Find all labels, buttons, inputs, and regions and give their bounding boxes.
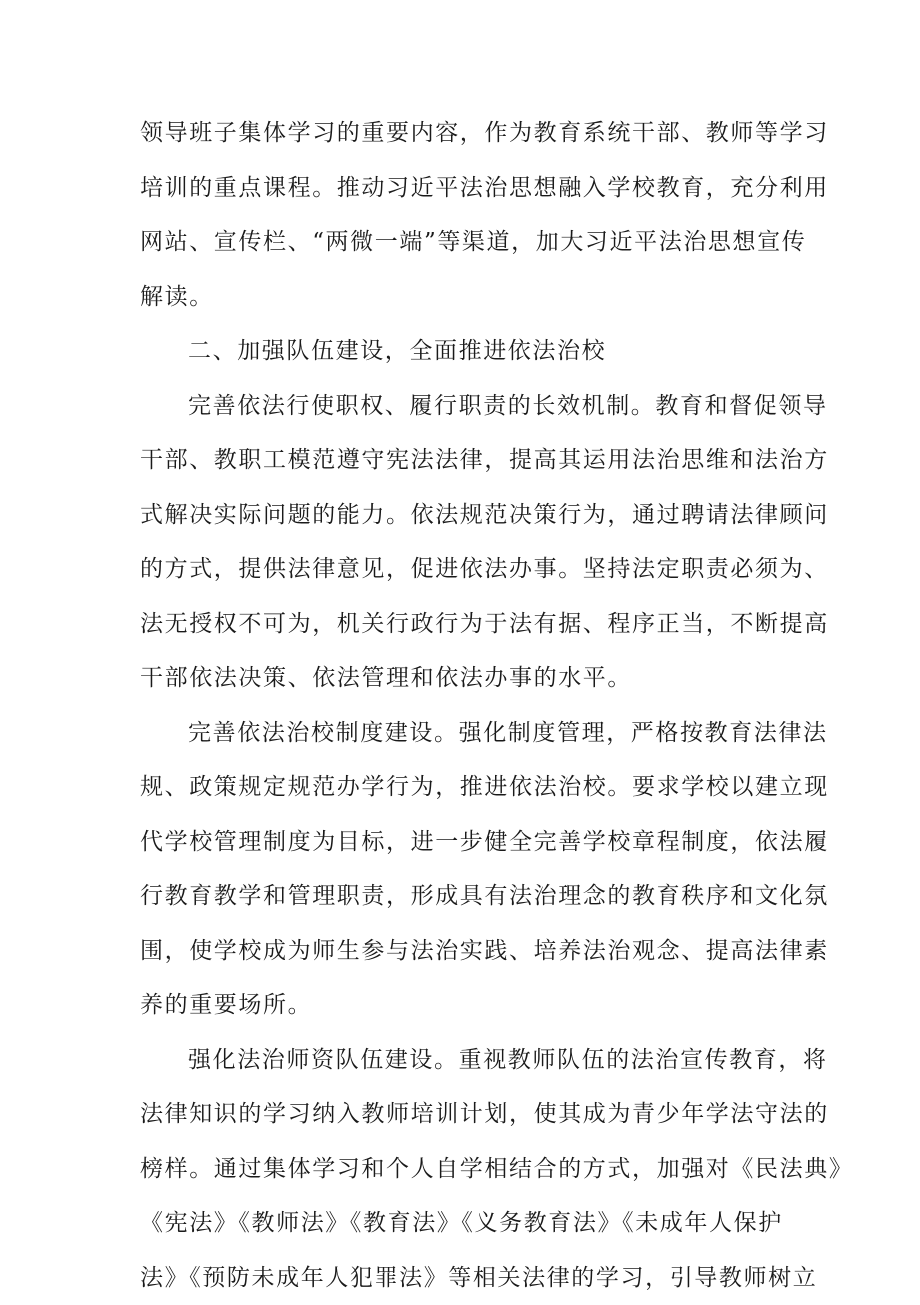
- text-line: 法无授权不可为，机关行政行为于法有据、程序正当，不断提高: [140, 597, 790, 652]
- text-line: 法》《预防未成年人犯罪法》等相关法律的学习，引导教师树立: [140, 1251, 790, 1305]
- text-line: 《宪法》《教师法》《教育法》《义务教育法》《未成年人保护: [140, 1196, 790, 1251]
- text-line: 干部、教职工模范遵守宪法法律，提高其运用法治思维和法治方: [140, 433, 790, 488]
- text-line: 法律知识的学习纳入教师培训计划，使其成为青少年学法守法的: [140, 1087, 790, 1142]
- text-line: 榜样。通过集体学习和个人自学相结合的方式，加强对《民法典》: [140, 1142, 790, 1197]
- text-line: 完善依法行使职权、履行职责的长效机制。教育和督促领导: [140, 379, 790, 434]
- text-line: 式解决实际问题的能力。依法规范决策行为，通过聘请法律顾问: [140, 488, 790, 543]
- text-line: 完善依法治校制度建设。强化制度管理，严格按教育法律法: [140, 706, 790, 761]
- text-line: 培训的重点课程。推动习近平法治思想融入学校教育，充分利用: [140, 161, 790, 216]
- text-line: 网站、宣传栏、“两微一端”等渠道，加大习近平法治思想宣传: [140, 215, 790, 270]
- document-body: [140, 106, 790, 1305]
- text-line: 养的重要场所。: [140, 978, 790, 1033]
- text-line: 领导班子集体学习的重要内容，作为教育系统干部、教师等学习: [140, 106, 790, 161]
- text-line: 的方式，提供法律意见，促进依法办事。坚持法定职责必须为、: [140, 542, 790, 597]
- text-line: 围，使学校成为师生参与法治实践、培养法治观念、提高法律素: [140, 924, 790, 979]
- text-line: 代学校管理制度为目标，进一步健全完善学校章程制度，依法履: [140, 815, 790, 870]
- text-line: 行教育教学和管理职责，形成具有法治理念的教育秩序和文化氛: [140, 869, 790, 924]
- text-line: 干部依法决策、依法管理和依法办事的水平。: [140, 651, 790, 706]
- text-line: 二、加强队伍建设，全面推进依法治校: [140, 324, 790, 379]
- text-line: 解读。: [140, 270, 790, 325]
- text-line: 规、政策规定规范办学行为，推进依法治校。要求学校以建立现: [140, 760, 790, 815]
- text-line: 强化法治师资队伍建设。重视教师队伍的法治宣传教育，将: [140, 1033, 790, 1088]
